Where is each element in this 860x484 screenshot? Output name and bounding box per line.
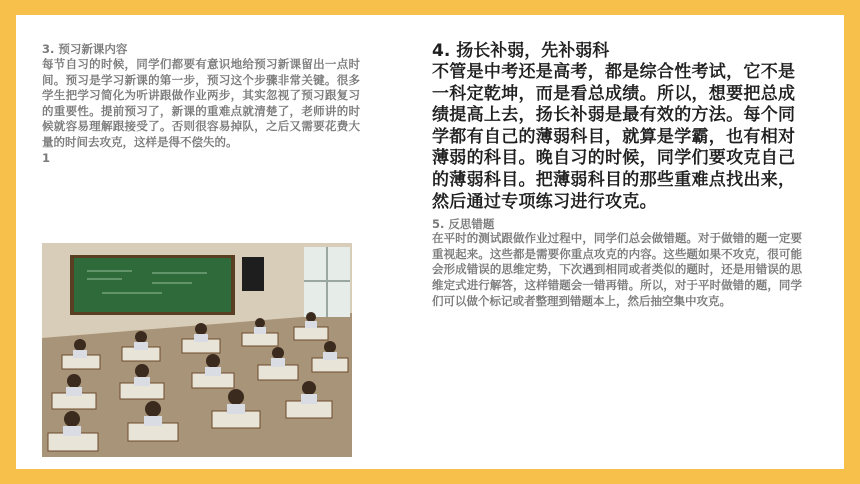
section-5-heading: 5. 反思错题 [432, 217, 495, 232]
section-5-body: 在平时的测试跟做作业过程中，同学们总会做错题。对于做错的题一定要重视起来。这些都是需要你重点攻克的内容。这些题如果不攻克，很可能会形成错误的思维定势，下次遇到相同或者类似的题时，还是用错误的思维定式进行解答，这样错题会一错再错。所以，对于平时做错的题，同学们可以做个标记或者整理到错题本上，然后抽空集中攻克。 [432, 231, 802, 308]
section-4-heading: 4. 扬长补弱，先补弱科 [432, 41, 610, 61]
slide-card [16, 15, 844, 469]
section-3-number: 1 [42, 150, 51, 165]
classroom-drawing [42, 243, 352, 457]
right-text-block [432, 41, 802, 309]
section-3-heading: 3. 预习新课内容 [42, 42, 128, 56]
classroom-illustration [42, 243, 352, 457]
section-4-body: 不管是中考还是高考，都是综合性考试，它不是一科定乾坤，而是看总成绩。所以，想要把总成绩提高上去，扬长补弱是最有效的方法。每个同学都有自己的薄弱科目，就算是学霸，也有相对薄弱的科目。晚自习的时候，同学们要攻克自己的薄弱科目。把薄弱科目的那些重难点找出来，然后通过专项练习进行攻克。 [432, 62, 796, 212]
left-text-block [42, 42, 360, 166]
section-3-body: 每节自习的时候，同学们都要有意识地给预习新课留出一点时间。预习是学习新课的第一步，预习这个步骤非常关键。很多学生把学习简化为听讲跟做作业两步，其实忽视了预习跟复习的重要性。提前预习了，新课的重难点就清楚了，老师讲的时候就容易理解跟接受了。否则很容易掉队，之后又需要花费大量的时间去攻克，这样是得不偿失的。 [42, 57, 360, 149]
